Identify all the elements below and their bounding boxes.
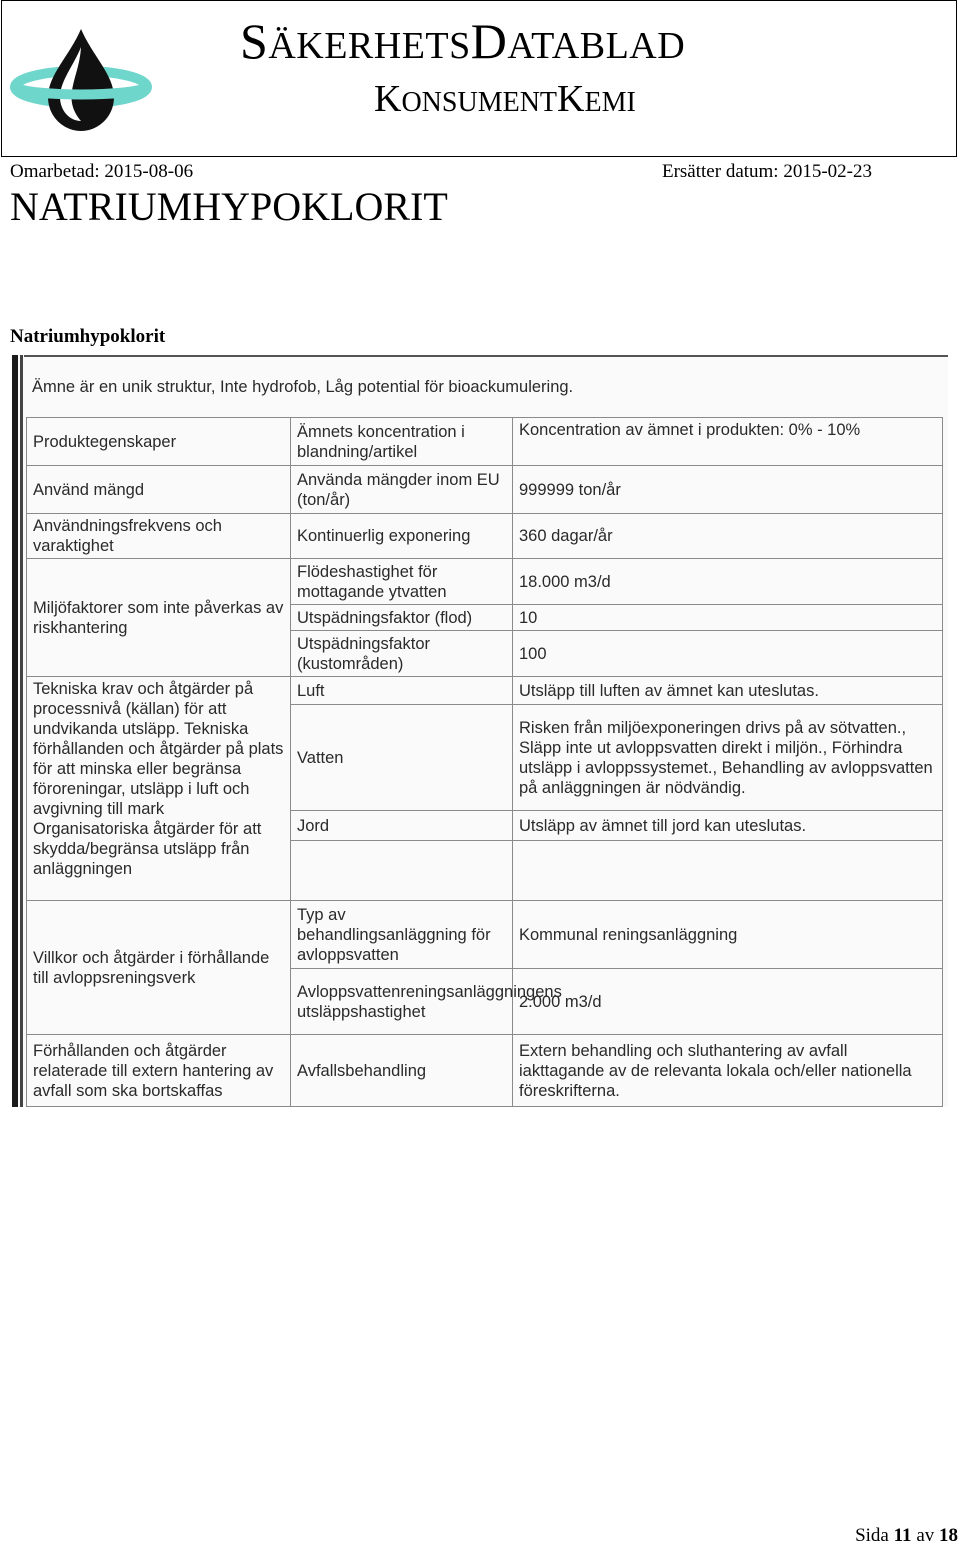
table-cell: Förhållanden och åtgärder relaterade till extern hantering av avfall som ska bortskaffas [27,1035,291,1107]
table-cell: Risken från miljöexponeringen drivs på av sötvatten., Släpp inte ut avloppsvatten direkt i miljön., Förhindra utsläpp i avloppssystemet., Behandling av avloppsvatten på anläggningen är nödvändig. [513,705,943,811]
table-cell: Utsläpp av ämnet till jord kan uteslutas. [513,811,943,841]
table-row [27,559,943,605]
scan-top-line [24,355,948,357]
section-title: Natriumhypoklorit [10,326,166,347]
table-row [27,677,943,705]
table-cell: Koncentration av ämnet i produkten: 0% - 10% [513,418,943,466]
table-cell [291,841,513,901]
table-cell: 10 [513,605,943,631]
intro-text: Ämne är en unik struktur, Inte hydrofob, Låg potential för bioackumulering. [32,378,574,396]
table-cell: Kontinuerlig exponering [291,514,513,559]
table-cell: Kommunal reningsanläggning [513,901,943,969]
scan-edge-inner [20,355,23,1107]
table-cell: Avloppsvattenreningsanläggningens utsläppshastighet [291,969,513,1035]
exposure-table [26,417,943,1107]
table-cell: Utspädningsfaktor (flod) [291,605,513,631]
table-cell: Flödeshastighet för mottagande ytvatten [291,559,513,605]
table-cell: Miljöfaktorer som inte påverkas av riskhantering [27,559,291,677]
table-cell: 999999 ton/år [513,466,943,514]
table-row [27,514,943,559]
table-cell: Avfallsbehandling [291,1035,513,1107]
revised-date: Omarbetad: 2015-08-06 [10,161,194,182]
table-cell: Användningsfrekvens och varaktighet [27,514,291,559]
table-row [27,901,943,969]
page-number: Sida 11 av 18 [855,1525,958,1546]
table-cell: Utspädningsfaktor (kustområden) [291,631,513,677]
document-header [1,0,957,157]
table-cell: 18.000 m3/d [513,559,943,605]
scan-edge [12,355,18,1107]
table-cell: Produktegenskaper [27,418,291,466]
table-row [27,418,943,466]
table-cell: Vatten [291,705,513,811]
product-name: NATRIUMHYPOKLORIT [10,184,448,229]
table-cell: Typ av behandlingsanläggning för avloppsvatten [291,901,513,969]
table-row [27,1035,943,1107]
table-cell: 360 dagar/år [513,514,943,559]
table-cell: 100 [513,631,943,677]
table-cell: Jord [291,811,513,841]
document-title: SÄKERHETSDATABLAD [240,13,686,69]
table-cell: 2.000 m3/d [513,969,943,1035]
table-row [27,466,943,514]
document-subtitle: KONSUMENTKEMI [374,78,636,120]
table-cell: Luft [291,677,513,705]
table-cell [513,841,943,901]
table-cell: Extern behandling och sluthantering av avfall iakttagande av de relevanta lokala och/eller nationella föreskrifterna. [513,1035,943,1107]
table-cell: Tekniska krav och åtgärder på processnivå (källan) för att undvikanda utsläpp. Tekniska förhållanden och åtgärder på plats för att minska eller begränsa föroreningar, utsläpp i luft och avgivning till mark Organisatoriska åtgärder för att skydda/begränsa utsläpp från anläggningen [27,677,291,901]
table-cell: Ämnets koncentration i blandning/artikel [291,418,513,466]
water-drop-ring-logo-icon [10,25,152,135]
table-cell: Använda mängder inom EU (ton/år) [291,466,513,514]
scanned-table-image [12,355,948,1107]
table-cell: Utsläpp till luften av ämnet kan uteslutas. [513,677,943,705]
table-cell: Villkor och åtgärder i förhållande till avloppsreningsverk [27,901,291,1035]
table-cell: Använd mängd [27,466,291,514]
replaces-date: Ersätter datum: 2015-02-23 [661,161,872,182]
